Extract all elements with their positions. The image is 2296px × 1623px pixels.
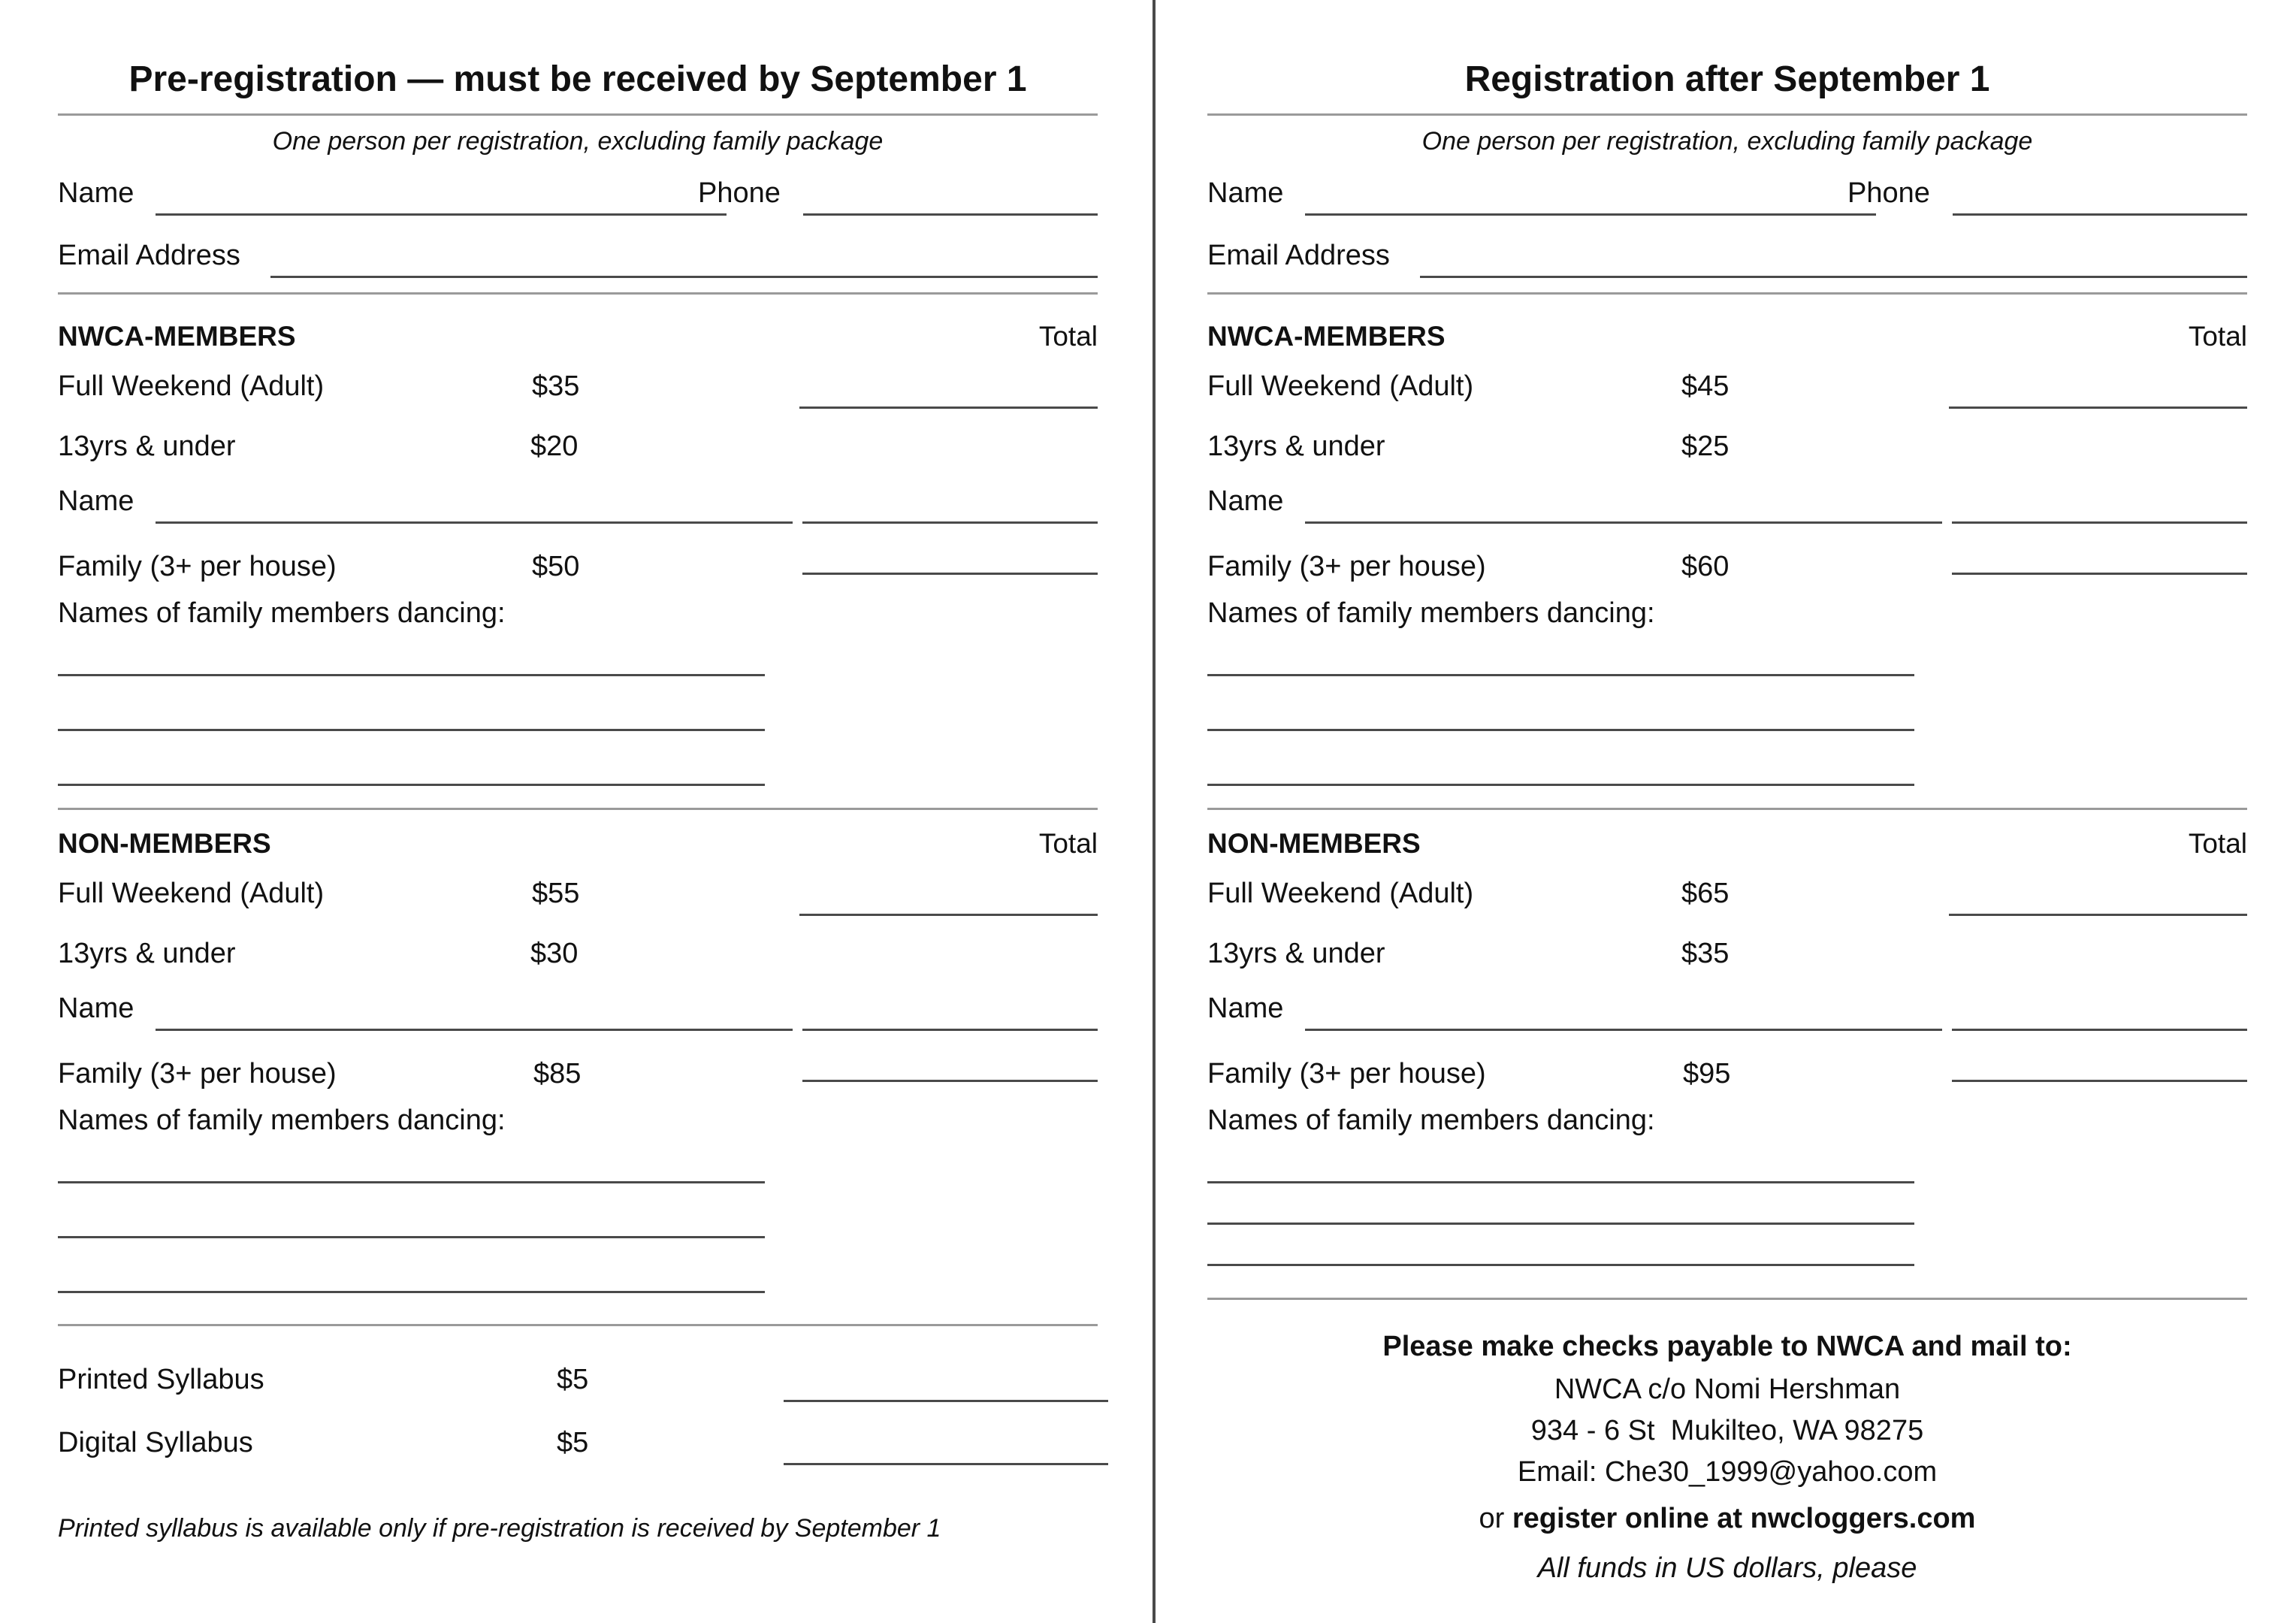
mailing-name: NWCA c/o Nomi Hershman — [1554, 1374, 1901, 1405]
members-family-total-field[interactable] — [1952, 573, 2247, 575]
mailing-street: 934 - 6 St Mukilteo, WA 98275 — [1530, 1415, 1924, 1446]
members-full-weekend-price: $35 — [532, 370, 580, 402]
register-online-prefix: or — [1479, 1503, 1505, 1534]
members-family-names-label: Names of family members dancing: — [1207, 597, 1655, 629]
checks-payable-line: Please make checks payable to NWCA and mail to: — [1382, 1331, 2072, 1362]
late-registration-panel — [1207, 0, 2247, 1623]
members-youth-label: 13yrs & under — [1207, 431, 1385, 462]
nonmembers-youth-total-field[interactable] — [802, 1029, 1098, 1031]
nonmembers-youth-name-label: Name — [58, 993, 134, 1024]
members-youth-total-field[interactable] — [802, 521, 1098, 524]
printed-syllabus-total-field[interactable] — [784, 1400, 1108, 1402]
members-family-price: $50 — [532, 551, 580, 582]
members-youth-name-label: Name — [1207, 485, 1284, 517]
members-full-weekend-label: Full Weekend (Adult) — [58, 370, 325, 402]
members-full-weekend-price: $45 — [1681, 370, 1730, 402]
title-rule — [58, 113, 1098, 116]
members-youth-label: 13yrs & under — [58, 431, 236, 462]
nonmembers-youth-name-label: Name — [1207, 993, 1284, 1024]
printed-syllabus-label: Printed Syllabus — [58, 1364, 264, 1395]
digital-syllabus-price: $5 — [557, 1427, 589, 1458]
nonmembers-full-weekend-total-field[interactable] — [1949, 914, 2247, 916]
nonmembers-youth-label: 13yrs & under — [58, 938, 236, 969]
members-youth-price: $25 — [1681, 431, 1730, 462]
syllabus-note: Printed syllabus is available only if pre-registration is received by September 1 — [58, 1514, 941, 1543]
members-youth-total-field[interactable] — [1952, 521, 2247, 524]
nonmembers-youth-total-field[interactable] — [1952, 1029, 2247, 1031]
digital-syllabus-total-field[interactable] — [784, 1463, 1108, 1465]
members-family-name-line[interactable] — [58, 784, 765, 786]
subtitle: One person per registration, excluding family package — [1421, 127, 2033, 156]
nonmembers-youth-name-field[interactable] — [1305, 1029, 1942, 1031]
nonmembers-family-name-line[interactable] — [1207, 1223, 1914, 1225]
members-total-label: Total — [1038, 321, 1098, 352]
page-title: Pre-registration — must be received by September 1 — [128, 59, 1027, 99]
nonmembers-family-label: Family (3+ per house) — [58, 1058, 337, 1090]
members-family-name-line[interactable] — [1207, 729, 1914, 731]
phone-label: Phone — [698, 177, 781, 209]
name-label: Name — [1207, 177, 1284, 209]
members-family-name-line[interactable] — [1207, 674, 1914, 676]
nonmembers-total-label: Total — [2188, 828, 2247, 859]
name-field[interactable] — [156, 213, 727, 216]
section-rule — [1207, 292, 2247, 295]
title-rule — [1207, 113, 2247, 116]
nonmembers-youth-price: $35 — [1681, 938, 1730, 969]
nonmembers-heading: NON-MEMBERS — [58, 828, 271, 859]
page-title: Registration after September 1 — [1464, 59, 1990, 99]
phone-label: Phone — [1847, 177, 1930, 209]
nonmembers-family-names-label: Names of family members dancing: — [58, 1105, 506, 1136]
phone-field[interactable] — [1953, 213, 2247, 216]
nonmembers-family-name-line[interactable] — [1207, 1181, 1914, 1183]
members-youth-name-field[interactable] — [156, 521, 793, 524]
digital-syllabus-label: Digital Syllabus — [58, 1427, 253, 1458]
section-rule — [1207, 808, 2247, 810]
nonmembers-family-price: $95 — [1683, 1058, 1731, 1090]
page-divider — [1153, 0, 1156, 1623]
nonmembers-full-weekend-price: $65 — [1681, 878, 1730, 909]
printed-syllabus-price: $5 — [557, 1364, 589, 1395]
email-label: Email Address — [58, 240, 240, 271]
members-full-weekend-total-field[interactable] — [1949, 407, 2247, 409]
members-heading: NWCA-MEMBERS — [1207, 321, 1446, 352]
email-label: Email Address — [1207, 240, 1390, 271]
nonmembers-family-price: $85 — [533, 1058, 582, 1090]
members-full-weekend-label: Full Weekend (Adult) — [1207, 370, 1474, 402]
section-rule — [58, 292, 1098, 295]
nonmembers-total-label: Total — [1038, 828, 1098, 859]
register-online-line — [1207, 1501, 2247, 1537]
funds-note: All funds in US dollars, please — [1537, 1552, 1917, 1584]
members-youth-price: $20 — [530, 431, 579, 462]
nonmembers-youth-price: $30 — [530, 938, 579, 969]
members-family-names-label: Names of family members dancing: — [58, 597, 506, 629]
members-family-label: Family (3+ per house) — [1207, 551, 1486, 582]
subtitle: One person per registration, excluding family package — [272, 127, 884, 156]
nonmembers-family-name-line[interactable] — [58, 1236, 765, 1238]
nonmembers-family-label: Family (3+ per house) — [1207, 1058, 1486, 1090]
nonmembers-full-weekend-label: Full Weekend (Adult) — [58, 878, 325, 909]
members-full-weekend-total-field[interactable] — [799, 407, 1098, 409]
nonmembers-family-total-field[interactable] — [802, 1080, 1098, 1082]
members-family-price: $60 — [1681, 551, 1730, 582]
members-total-label: Total — [2188, 321, 2247, 352]
nonmembers-heading: NON-MEMBERS — [1207, 828, 1421, 859]
members-family-label: Family (3+ per house) — [58, 551, 337, 582]
register-online-link[interactable]: register online at nwcloggers.com — [1512, 1503, 1976, 1534]
section-rule — [58, 808, 1098, 810]
nonmembers-youth-label: 13yrs & under — [1207, 938, 1385, 969]
email-field[interactable] — [1420, 276, 2247, 278]
members-family-name-line[interactable] — [1207, 784, 1914, 786]
pre-registration-panel — [58, 0, 1098, 1623]
phone-field[interactable] — [803, 213, 1098, 216]
nonmembers-family-name-line[interactable] — [1207, 1264, 1914, 1266]
members-youth-name-label: Name — [58, 485, 134, 517]
members-family-name-line[interactable] — [58, 729, 765, 731]
section-rule — [58, 1324, 1098, 1326]
nonmembers-youth-name-field[interactable] — [156, 1029, 793, 1031]
name-label: Name — [58, 177, 134, 209]
members-family-name-line[interactable] — [58, 674, 765, 676]
nonmembers-full-weekend-price: $55 — [532, 878, 580, 909]
email-field[interactable] — [270, 276, 1098, 278]
section-rule — [1207, 1298, 2247, 1300]
nonmembers-family-names-label: Names of family members dancing: — [1207, 1105, 1655, 1136]
contact-email: Email: Che30_1999@yahoo.com — [1517, 1456, 1938, 1488]
nonmembers-family-total-field[interactable] — [1952, 1080, 2247, 1082]
members-youth-name-field[interactable] — [1305, 521, 1942, 524]
nonmembers-full-weekend-label: Full Weekend (Adult) — [1207, 878, 1474, 909]
members-heading: NWCA-MEMBERS — [58, 321, 296, 352]
name-field[interactable] — [1305, 213, 1876, 216]
nonmembers-full-weekend-total-field[interactable] — [799, 914, 1098, 916]
nonmembers-family-name-line[interactable] — [58, 1181, 765, 1183]
nonmembers-family-name-line[interactable] — [58, 1291, 765, 1293]
members-family-total-field[interactable] — [802, 573, 1098, 575]
